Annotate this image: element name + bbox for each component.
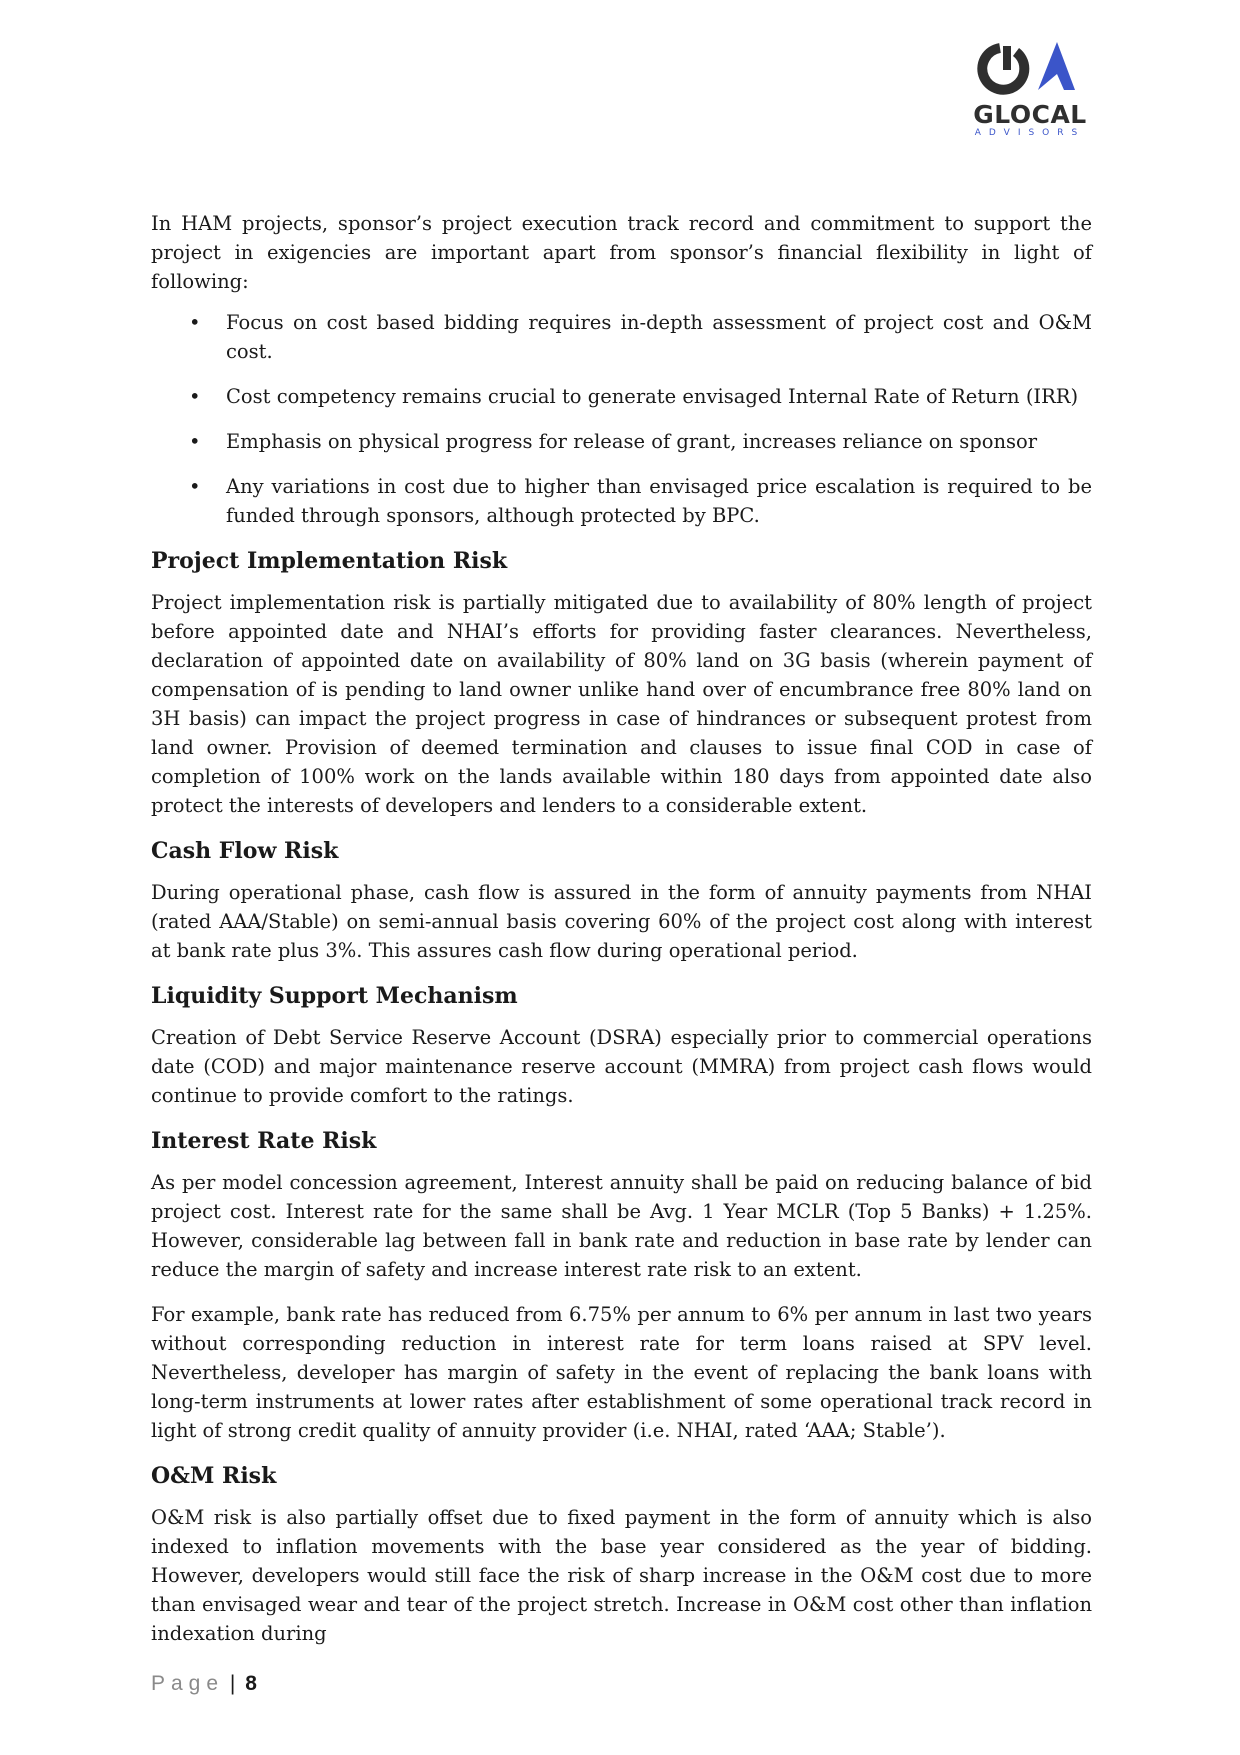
page-separator: | <box>229 1672 236 1695</box>
logo-mark-icon <box>970 38 1090 100</box>
glocal-advisors-logo <box>970 38 1090 138</box>
list-item-text: Cost competency remains crucial to generate envisaged Internal Rate of Return (IRR) <box>226 385 1079 408</box>
page-number: 8 <box>245 1672 257 1695</box>
section-paragraph: Project implementation risk is partially mitigated due to availability of 80% length of project before appointed date and NHAI’s efforts for providing faster clearances. Nevertheless, declaration of appointed date on availability of 80% land on 3G basis (wherein payment of compensation of is pending to land owner unlike hand over of encumbrance free 80% land on 3H basis) can impact the project progress in case of hindrances or subsequent protest from land owner. Provision of deemed termination and clauses to issue final COD in case of completion of 100% work on the lands available within 180 days from appointed date also protect the interests of developers and lenders to a considerable extent. <box>151 591 1092 817</box>
page-label: Page <box>151 1672 225 1695</box>
list-item <box>151 472 1092 530</box>
list-item <box>151 308 1092 366</box>
logo-subtitle: ADVISORS <box>974 128 1086 138</box>
bullet-icon: • <box>189 475 201 498</box>
section-paragraph: As per model concession agreement, Interest annuity shall be paid on reducing balance of bid project cost. Interest rate for the same shall be Avg. 1 Year MCLR (Top 5 Banks) + 1.25%. However, considerable lag between fall in bank rate and reduction in base rate by lender can reduce the margin of safety and increase interest rate risk to an extent. <box>151 1171 1092 1281</box>
bullet-icon: • <box>189 311 201 334</box>
section-paragraph: For example, bank rate has reduced from 6.75% per annum to 6% per annum in last two years without corresponding reduction in interest rate for term loans raised at SPV level. Nevertheless, developer has margin of safety in the event of replacing the bank loans with long-term instruments at lower rates after establishment of some operational track record in light of strong credit quality of annuity provider (i.e. NHAI, rated ‘AAA; Stable’). <box>151 1303 1092 1442</box>
section-paragraph: During operational phase, cash flow is assured in the form of annuity payments from NHAI (rated AAA/Stable) on semi-annual basis covering 60% of the project cost along with interest at bank rate plus 3%. This assures cash flow during operational period. <box>151 881 1092 962</box>
section-heading-cash-flow-risk: Cash Flow Risk <box>151 838 339 864</box>
bullet-icon: • <box>189 385 201 408</box>
list-item-text: Any variations in cost due to higher than envisaged price escalation is required to be funded through sponsors, although protected by BPC. <box>226 475 1092 527</box>
list-item-text: Emphasis on physical progress for release of grant, increases reliance on sponsor <box>226 430 1038 453</box>
logo-name: GLOCAL <box>973 100 1087 129</box>
section-heading-interest-rate-risk: Interest Rate Risk <box>151 1128 377 1154</box>
document-body <box>151 209 1092 1648</box>
section-heading-project-implementation-risk: Project Implementation Risk <box>151 548 508 574</box>
list-item <box>151 382 1092 411</box>
intro-paragraph: In HAM projects, sponsor’s project execution track record and commitment to support the project in exigencies are important apart from sponsor’s financial flexibility in light of following: <box>151 212 1092 293</box>
section-paragraph: Creation of Debt Service Reserve Account (DSRA) especially prior to commercial operations date (COD) and major maintenance reserve account (MMRA) from project cash flows would continue to provide comfort to the ratings. <box>151 1026 1092 1107</box>
list-item-text: Focus on cost based bidding requires in-depth assessment of project cost and O&M cost. <box>226 311 1092 363</box>
bullet-icon: • <box>189 430 201 453</box>
list-item <box>151 427 1092 456</box>
section-heading-liquidity-support-mechanism: Liquidity Support Mechanism <box>151 983 518 1009</box>
section-heading-om-risk: O&M Risk <box>151 1463 277 1489</box>
section-paragraph: O&M risk is also partially offset due to fixed payment in the form of annuity which is also indexed to inflation movements with the base year considered as the year of bidding. However, developers would still face the risk of sharp increase in the O&M cost due to more than envisaged wear and tear of the project stretch. Increase in O&M cost other than inflation indexation during <box>151 1506 1092 1645</box>
bullet-list <box>151 308 1092 530</box>
page-footer <box>151 1672 257 1696</box>
